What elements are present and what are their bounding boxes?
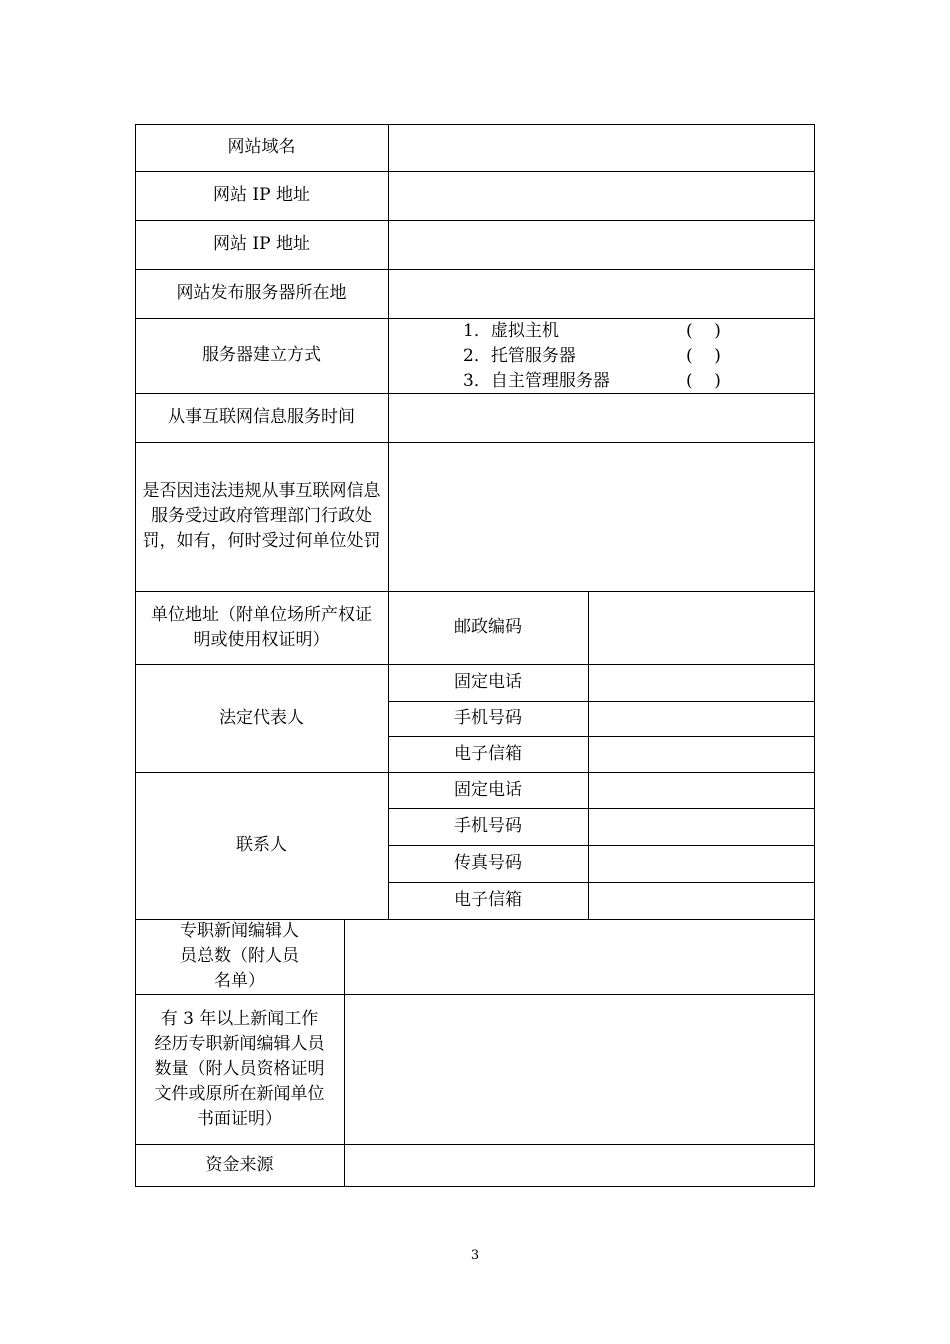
page-number: 3	[470, 1248, 480, 1263]
input-editors-total[interactable]	[344, 919, 815, 994]
label-experienced-editors: 有 3 年以上新闻工作经历专职新闻编辑人员数量（附人员资格证明文件或原所在新闻单位书面证明）	[154, 1008, 325, 1129]
input-contact-mobile[interactable]	[588, 808, 815, 845]
input-server-location[interactable]	[388, 269, 815, 318]
input-service-time[interactable]	[388, 393, 815, 442]
input-contact-fax[interactable]	[588, 845, 815, 882]
input-funding-source[interactable]	[344, 1144, 815, 1187]
label-postcode: 邮政编码	[454, 617, 522, 637]
label-penalty: 是否因违法违规从事互联网信息服务受过政府管理部门行政处罚，如有，何时受过何单位处罚	[142, 481, 381, 551]
label-funding-source: 资金来源	[205, 1155, 274, 1175]
input-website-ip-2[interactable]	[388, 220, 815, 269]
input-contact-email[interactable]	[588, 882, 815, 919]
checkbox-self-managed-server[interactable]: ( )	[686, 371, 721, 391]
label-contact-mobile: 手机号码	[454, 816, 522, 836]
label-contact-person: 联系人	[236, 835, 287, 855]
label-server-location: 网站发布服务器所在地	[176, 283, 347, 303]
label-website-ip-2: 网站 IP 地址	[213, 234, 310, 254]
application-form-table	[135, 124, 815, 1187]
option-virtual-host: 1．虚拟主机	[463, 321, 559, 341]
checkbox-virtual-host[interactable]: ( )	[686, 321, 721, 341]
input-website-ip-1[interactable]	[388, 171, 815, 220]
input-postcode[interactable]	[588, 591, 815, 664]
label-contact-landline: 固定电话	[454, 779, 522, 800]
label-website-domain: 网站域名	[227, 137, 296, 157]
label-legal-rep-mobile: 手机号码	[454, 708, 522, 728]
option-self-managed-server: 3．自主管理服务器	[463, 371, 610, 391]
label-contact-email: 电子信箱	[454, 890, 522, 910]
input-penalty[interactable]	[388, 442, 815, 591]
label-website-ip-1: 网站 IP 地址	[213, 185, 310, 205]
input-legal-rep-email[interactable]	[588, 736, 815, 772]
option-hosted-server: 2．托管服务器	[463, 346, 576, 366]
input-legal-rep-landline[interactable]	[588, 664, 815, 701]
label-contact-fax: 传真号码	[454, 853, 522, 873]
input-contact-landline[interactable]	[588, 772, 815, 808]
label-unit-address: 单位地址（附单位场所产权证明或使用权证明）	[151, 604, 372, 650]
label-legal-representative: 法定代表人	[219, 707, 304, 728]
label-server-method: 服务器建立方式	[202, 345, 321, 365]
checkbox-hosted-server[interactable]: ( )	[686, 346, 721, 366]
input-experienced-editors[interactable]	[344, 994, 815, 1144]
input-legal-rep-mobile[interactable]	[588, 701, 815, 736]
label-service-time: 从事互联网信息服务时间	[168, 407, 355, 427]
input-website-domain[interactable]	[388, 124, 815, 171]
label-legal-rep-email: 电子信箱	[454, 743, 522, 764]
label-legal-rep-landline: 固定电话	[454, 672, 522, 692]
label-editors-total: 专职新闻编辑人员总数（附人员名单）	[180, 921, 299, 991]
